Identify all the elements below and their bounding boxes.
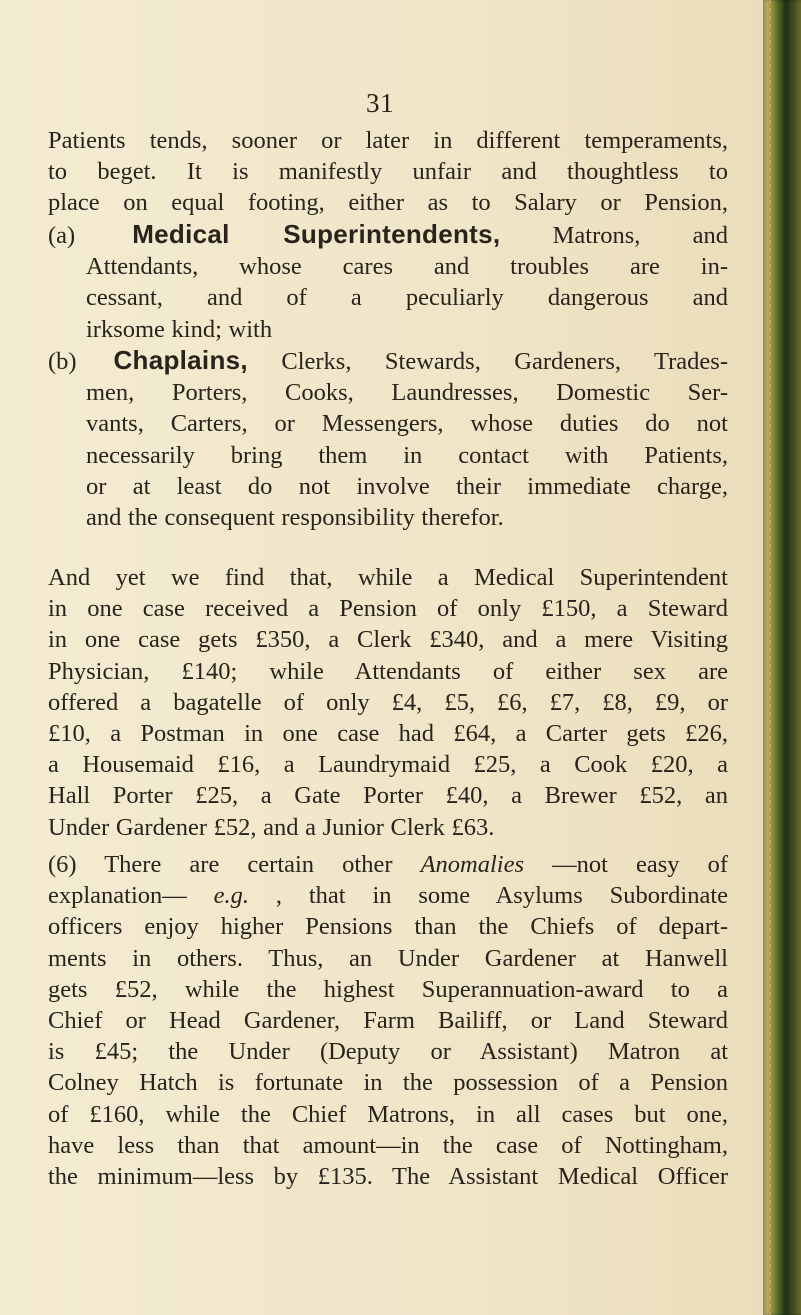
anomalies-line-1-suffix: —not easy of	[552, 851, 729, 878]
item-a-paragraph	[48, 219, 728, 345]
item-a-line-2: Attendants, whose cares and troubles are in-	[86, 253, 728, 281]
item-b-line-4: necessarily bring them in contact with Patients,	[86, 441, 728, 469]
item-b-line-2: men, Porters, Cooks, Laundresses, Domestic Ser-	[86, 379, 728, 407]
anomalies-paragraph	[48, 849, 728, 1192]
anomalies-italic-word: Anomalies	[420, 851, 524, 878]
anomalies-line-8: Colney Hatch is fortunate in the possession of a Pension	[48, 1069, 728, 1097]
anomalies-line-4: ments in others. Thus, an Under Gardener at Hanwell	[48, 944, 728, 972]
item-a-line-3: cessant, and of a peculiarly dangerous and	[86, 284, 728, 312]
anomalies-line-2-suffix: , that in some Asylums Subordinate	[275, 882, 728, 910]
anomalies-line-2	[48, 880, 728, 911]
anomalies-line-7: is £45; the Under (Deputy or Assistant) Matron at	[48, 1038, 728, 1066]
item-b-line-1: Clerks, Stewards, Gardeners, Trades-	[281, 348, 729, 375]
item-b-heading: Chaplains,	[113, 345, 248, 375]
pensions-line-2: in one case received a Pension of only £150, a Steward	[48, 595, 728, 623]
item-a-first-line	[48, 219, 728, 251]
anomalies-eg: e.g.	[213, 882, 250, 910]
item-b-paragraph	[48, 345, 728, 533]
item-b-first-line	[48, 345, 728, 377]
item-a-label: (a)	[48, 222, 76, 249]
intro-line-3: place on equal footing, either as to Salary or Pension,	[48, 189, 728, 217]
pensions-line-8: Hall Porter £25, a Gate Porter £40, a Brewer £52, an	[48, 782, 728, 810]
pensions-line-4: Physician, £140; while Attendants of either sex are	[48, 657, 728, 685]
anomalies-line-5: gets £52, while the highest Superannuation-award to a	[48, 975, 728, 1003]
anomalies-line-11: the minimum—less by £135. The Assistant Medical Officer	[48, 1163, 728, 1191]
item-b-line-6: and the consequent responsibility therefor.	[86, 504, 504, 532]
pensions-paragraph	[48, 562, 728, 843]
pensions-line-7: a Housemaid £16, a Laundrymaid £25, a Cook £20, a	[48, 751, 728, 779]
intro-line-2: to beget. It is manifestly unfair and thoughtless to	[48, 158, 728, 186]
item-b-line-3: vants, Carters, or Messengers, whose duties do not	[86, 410, 728, 438]
anomalies-line-6: Chief or Head Gardener, Farm Bailiff, or Land Steward	[48, 1007, 728, 1035]
anomalies-line-9: of £160, while the Chief Matrons, in all cases but one,	[48, 1100, 728, 1128]
anomalies-line-1-prefix: (6) There are certain other	[48, 851, 421, 878]
intro-line-1: Patients tends, sooner or later in different temperaments,	[48, 127, 728, 154]
book-spine-edge	[763, 0, 801, 1315]
item-a-line-1: Matrons, and	[552, 222, 728, 249]
anomalies-line-3: officers enjoy higher Pensions than the Chiefs of depart-	[48, 913, 728, 941]
intro-paragraph	[48, 125, 728, 219]
anomalies-line-2-prefix: explanation—	[48, 882, 187, 910]
anomalies-line-1	[48, 849, 728, 880]
pensions-line-6: £10, a Postman in one case had £64, a Carter gets £26,	[48, 720, 728, 748]
pensions-line-3: in one case gets £350, a Clerk £340, and a mere Visiting	[48, 626, 728, 654]
pensions-line-9: Under Gardener £52, and a Junior Clerk £63.	[48, 813, 495, 841]
item-b-label: (b)	[48, 348, 77, 375]
pensions-line-1: And yet we find that, while a Medical Superintendent	[48, 564, 728, 591]
item-b-line-5: or at least do not involve their immediate charge,	[86, 472, 728, 500]
page-number: 31	[366, 88, 394, 118]
pensions-line-5: offered a bagatelle of only £4, £5, £6, £7, £8, £9, or	[48, 688, 728, 716]
anomalies-line-10: have less than that amount—in the case of Nottingham,	[48, 1131, 728, 1159]
item-a-heading: Medical Superintendents,	[132, 219, 501, 249]
item-a-line-4: irksome kind; with	[86, 315, 273, 343]
